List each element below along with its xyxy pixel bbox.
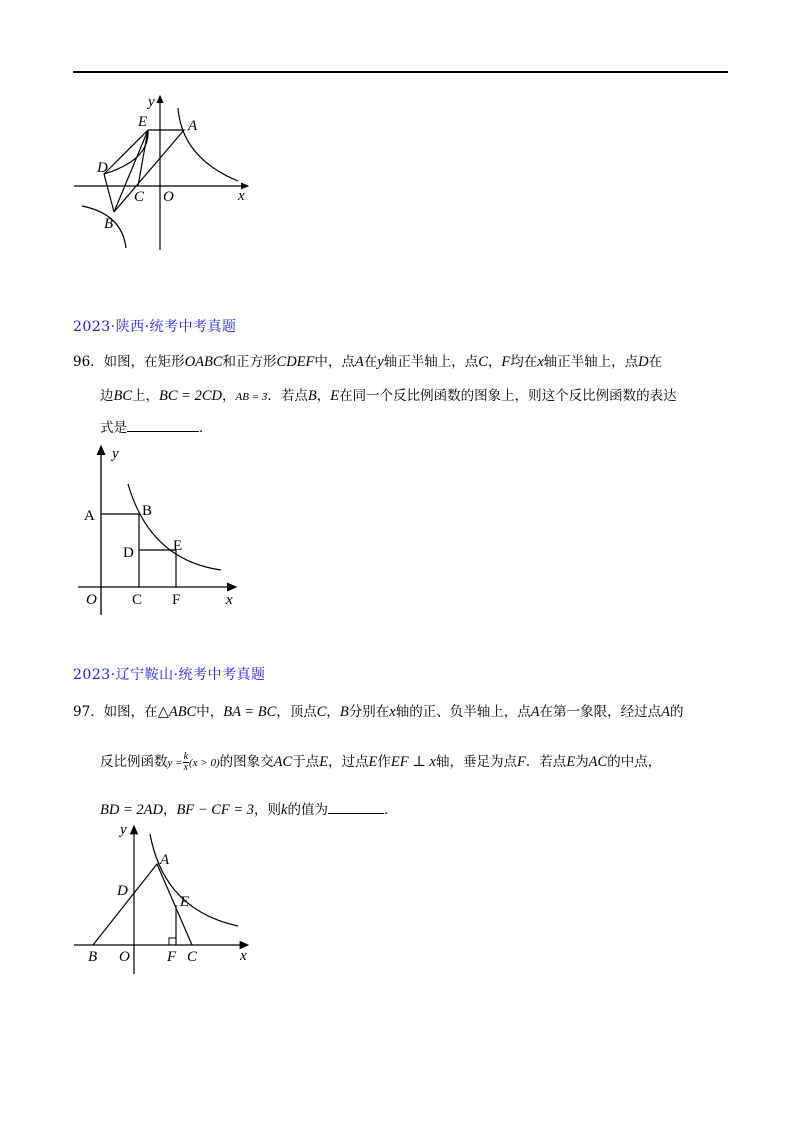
q97-line-2: 反比例函数y = $\frac{k}{x}$ (x > 0)的图象交AC于点E，过点E作EF ⊥ x轴，垂足为点F．若点E为AC的中点，	[100, 751, 662, 773]
q97-line-3: BD = 2AD，BF − CF = 3，则k的值为 ．	[100, 802, 398, 818]
figure-q95	[60, 88, 270, 263]
triangle-ABC	[93, 864, 192, 945]
hyperbola	[128, 484, 221, 570]
header-rule	[73, 71, 728, 73]
svg-text:A: A	[84, 508, 95, 524]
svg-text:E: E	[180, 894, 190, 910]
svg-text:x: x	[226, 592, 233, 608]
svg-text:x: x	[240, 948, 247, 964]
figure-q97	[70, 818, 270, 978]
svg-text:C: C	[132, 592, 143, 608]
hyperbola	[150, 834, 238, 926]
svg-text:B: B	[88, 949, 98, 965]
svg-text:y: y	[148, 94, 155, 110]
svg-text:O: O	[119, 949, 130, 965]
source-tag-q97: 2023·辽宁鞍山·统考中考真题	[73, 667, 266, 683]
svg-text:O: O	[163, 189, 174, 205]
right-angle-mark	[169, 938, 176, 945]
q97-line-1: 97．如图，在△ABC中，BA = BC，顶点C，B分别在x轴的正、负半轴上，点A在第一象限，经过点A的	[73, 704, 684, 720]
svg-text:E: E	[138, 114, 148, 130]
svg-text:y: y	[120, 822, 127, 838]
answer-blank-q97[interactable]	[328, 801, 384, 814]
svg-text:F: F	[167, 949, 177, 965]
svg-text:A: A	[188, 118, 198, 134]
hyperbola-branch-1	[178, 108, 238, 181]
answer-blank-q96[interactable]	[127, 419, 199, 432]
svg-text:O: O	[86, 592, 97, 608]
svg-text:C: C	[187, 949, 198, 965]
svg-text:A: A	[160, 852, 170, 868]
source-tag-q96: 2023·陕西·统考中考真题	[73, 319, 237, 335]
q96-line-3: 式是 ．	[100, 420, 213, 436]
svg-text:F: F	[172, 592, 181, 608]
svg-text:B: B	[142, 503, 153, 519]
svg-text:B: B	[104, 216, 114, 232]
svg-text:D: D	[117, 883, 128, 899]
svg-text:C: C	[134, 189, 145, 205]
svg-text:D: D	[123, 545, 134, 561]
figure-q96	[78, 440, 258, 620]
svg-text:y: y	[112, 446, 119, 462]
square-CDEF	[139, 550, 176, 587]
svg-text:E: E	[173, 538, 183, 554]
q96-line-1: 96．如图，在矩形OABC和正方形CDEF中，点A在y轴正半轴上，点C，F均在x轴正半轴上，点D在	[73, 354, 663, 370]
svg-text:D: D	[97, 160, 108, 176]
q96-line-2: 边BC上，BC = 2CD，AB = 3．若点B，E在同一个反比例函数的图象上，则这个反比例函数的表达	[100, 388, 677, 404]
svg-text:x: x	[238, 188, 245, 204]
